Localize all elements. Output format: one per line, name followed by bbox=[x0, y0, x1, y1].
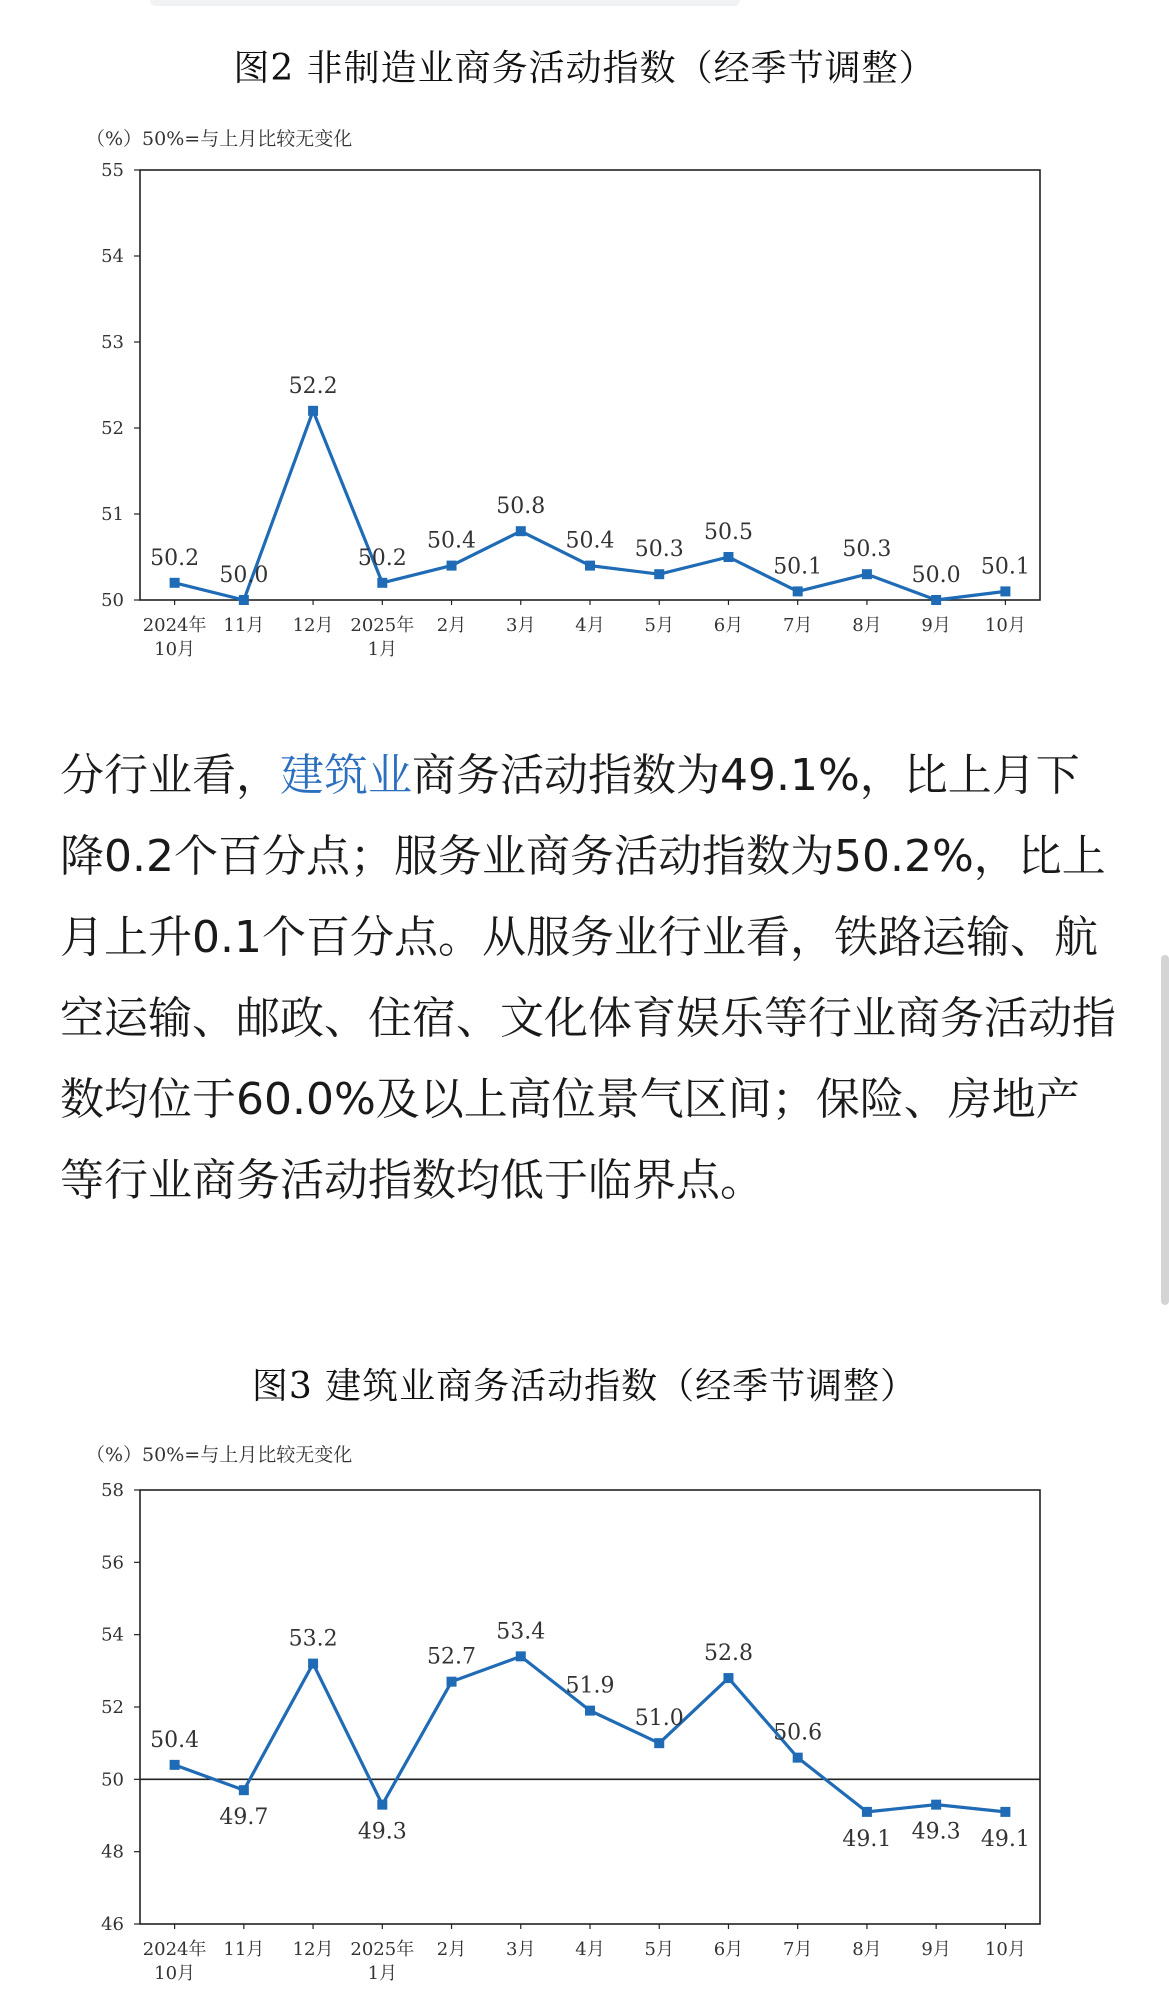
y-tick-label: 48 bbox=[101, 1841, 124, 1863]
y-tick-label: 53 bbox=[101, 332, 124, 353]
x-tick-label: 10月 bbox=[984, 1939, 1026, 1960]
data-point bbox=[862, 1807, 872, 1817]
data-point bbox=[170, 1760, 180, 1770]
data-point bbox=[308, 1659, 318, 1669]
x-tick-label: 6月 bbox=[713, 615, 744, 636]
x-tick-label: 4月 bbox=[575, 1939, 605, 1960]
data-point bbox=[516, 1651, 526, 1661]
y-tick-label: 51 bbox=[101, 504, 124, 525]
x-tick-label: 7月 bbox=[782, 1939, 813, 1960]
x-tick-label: 2025年 1月 bbox=[350, 615, 415, 660]
y-tick-label: 54 bbox=[101, 1624, 124, 1646]
data-label: 50.2 bbox=[150, 545, 200, 571]
data-point bbox=[723, 552, 733, 562]
data-label: 50.2 bbox=[357, 545, 407, 571]
data-label: 50.5 bbox=[703, 520, 753, 545]
x-tick-label: 7月 bbox=[782, 615, 813, 636]
data-point bbox=[308, 406, 318, 416]
data-point bbox=[447, 1677, 457, 1687]
x-tick-label: 2月 bbox=[436, 615, 467, 636]
y-tick-label: 46 bbox=[101, 1914, 124, 1935]
x-tick-label: 8月 bbox=[852, 615, 882, 636]
data-point bbox=[654, 1738, 664, 1748]
scrollbar-thumb[interactable] bbox=[1161, 955, 1169, 1305]
data-label: 52.2 bbox=[288, 373, 338, 399]
data-point bbox=[239, 595, 249, 605]
data-point bbox=[585, 1706, 595, 1716]
data-label: 53.2 bbox=[288, 1626, 338, 1652]
data-label: 52.8 bbox=[703, 1641, 753, 1667]
y-tick-label: 58 bbox=[101, 1480, 124, 1501]
chart-construction-index bbox=[0, 1358, 1169, 1988]
data-label: 50.4 bbox=[150, 1727, 200, 1753]
chart-title: 图3 建筑业商务活动指数（经季节调整） bbox=[251, 1366, 918, 1407]
data-label: 50.1 bbox=[773, 554, 823, 580]
y-tick-label: 52 bbox=[101, 418, 124, 439]
data-point bbox=[931, 1800, 941, 1810]
y-tick-label: 54 bbox=[101, 246, 124, 267]
data-label: 50.4 bbox=[427, 528, 477, 554]
x-tick-label: 11月 bbox=[223, 615, 265, 636]
x-tick-label: 6月 bbox=[713, 1939, 744, 1960]
chart-plot-area bbox=[0, 1358, 1169, 1988]
y-tick-label: 52 bbox=[101, 1697, 124, 1718]
x-tick-label: 8月 bbox=[852, 1939, 882, 1960]
x-tick-label: 5月 bbox=[644, 1939, 674, 1960]
x-tick-label: 5月 bbox=[644, 615, 674, 636]
data-label: 50.1 bbox=[980, 554, 1030, 580]
data-point bbox=[793, 586, 803, 596]
y-tick-label: 56 bbox=[101, 1552, 124, 1574]
data-point bbox=[1000, 586, 1010, 596]
chart-plot-area bbox=[0, 40, 1169, 680]
data-point bbox=[654, 569, 664, 579]
construction-keyword-link[interactable]: 建筑业 bbox=[280, 750, 412, 801]
chart-nonmanufacturing-index bbox=[0, 40, 1169, 680]
article-text-before: 分行业看， bbox=[60, 750, 280, 801]
y-tick-label: 55 bbox=[101, 160, 124, 181]
data-label: 53.4 bbox=[496, 1619, 546, 1645]
x-tick-label: 3月 bbox=[506, 615, 536, 636]
data-label: 49.3 bbox=[357, 1819, 407, 1845]
data-label: 49.1 bbox=[842, 1826, 892, 1852]
data-point bbox=[170, 578, 180, 588]
data-label: 50.6 bbox=[773, 1720, 823, 1746]
x-tick-label: 2024年 10月 bbox=[142, 1939, 207, 1984]
data-point bbox=[793, 1753, 803, 1763]
data-point bbox=[377, 578, 387, 588]
data-point bbox=[239, 1785, 249, 1795]
article-text-after: 商务活动指数为49.1%，比上月下降0.2个百分点；服务业商务活动指数为50.2%，比上月上升0.1个百分点。从服务业行业看，铁路运输、航空运输、邮政、住宿、文化体育娱乐等行业商务活动指数均位于60.0%及以上高位景气区间；保险、房地产等行业商务活动指数均低于临界点。 bbox=[60, 750, 1116, 1206]
data-label: 51.0 bbox=[634, 1706, 684, 1732]
x-tick-label: 3月 bbox=[506, 1939, 536, 1960]
data-point bbox=[516, 526, 526, 536]
x-tick-label: 2024年 10月 bbox=[142, 615, 207, 660]
data-label: 49.1 bbox=[980, 1826, 1030, 1852]
data-label: 51.9 bbox=[565, 1673, 615, 1699]
data-point bbox=[723, 1673, 733, 1683]
x-tick-label: 4月 bbox=[575, 615, 605, 636]
data-label: 50.4 bbox=[565, 528, 615, 554]
x-tick-label: 9月 bbox=[921, 615, 951, 636]
y-tick-label: 50 bbox=[101, 590, 124, 611]
chart-unit-note: （%）50%=与上月比较无变化 bbox=[86, 128, 353, 150]
data-label: 50.0 bbox=[219, 563, 269, 588]
data-point bbox=[862, 569, 872, 579]
y-tick-label: 50 bbox=[101, 1769, 124, 1791]
x-tick-label: 2月 bbox=[436, 1939, 467, 1960]
data-label: 50.8 bbox=[496, 494, 546, 520]
data-point bbox=[585, 561, 595, 571]
x-tick-label: 2025年 1月 bbox=[350, 1939, 415, 1984]
data-label: 52.7 bbox=[427, 1644, 477, 1670]
chart-unit-note: （%）50%=与上月比较无变化 bbox=[86, 1444, 353, 1466]
data-point bbox=[447, 561, 457, 571]
data-label: 50.3 bbox=[634, 537, 684, 563]
data-label: 49.7 bbox=[219, 1805, 269, 1831]
top-toolbar-edge bbox=[150, 0, 740, 6]
article-paragraph bbox=[60, 735, 1120, 1221]
x-tick-label: 11月 bbox=[223, 1939, 265, 1960]
x-tick-label: 12月 bbox=[292, 1939, 334, 1960]
chart-title: 图2 非制造业商务活动指数（经季节调整） bbox=[233, 48, 936, 89]
data-point bbox=[931, 595, 941, 605]
x-tick-label: 12月 bbox=[292, 615, 334, 636]
data-label: 49.3 bbox=[911, 1819, 961, 1845]
series-line bbox=[175, 411, 1006, 600]
data-label: 50.0 bbox=[911, 563, 961, 588]
data-point bbox=[377, 1800, 387, 1810]
data-label: 50.3 bbox=[842, 537, 892, 563]
x-tick-label: 10月 bbox=[984, 615, 1026, 636]
data-point bbox=[1000, 1807, 1010, 1817]
x-tick-label: 9月 bbox=[921, 1939, 951, 1960]
